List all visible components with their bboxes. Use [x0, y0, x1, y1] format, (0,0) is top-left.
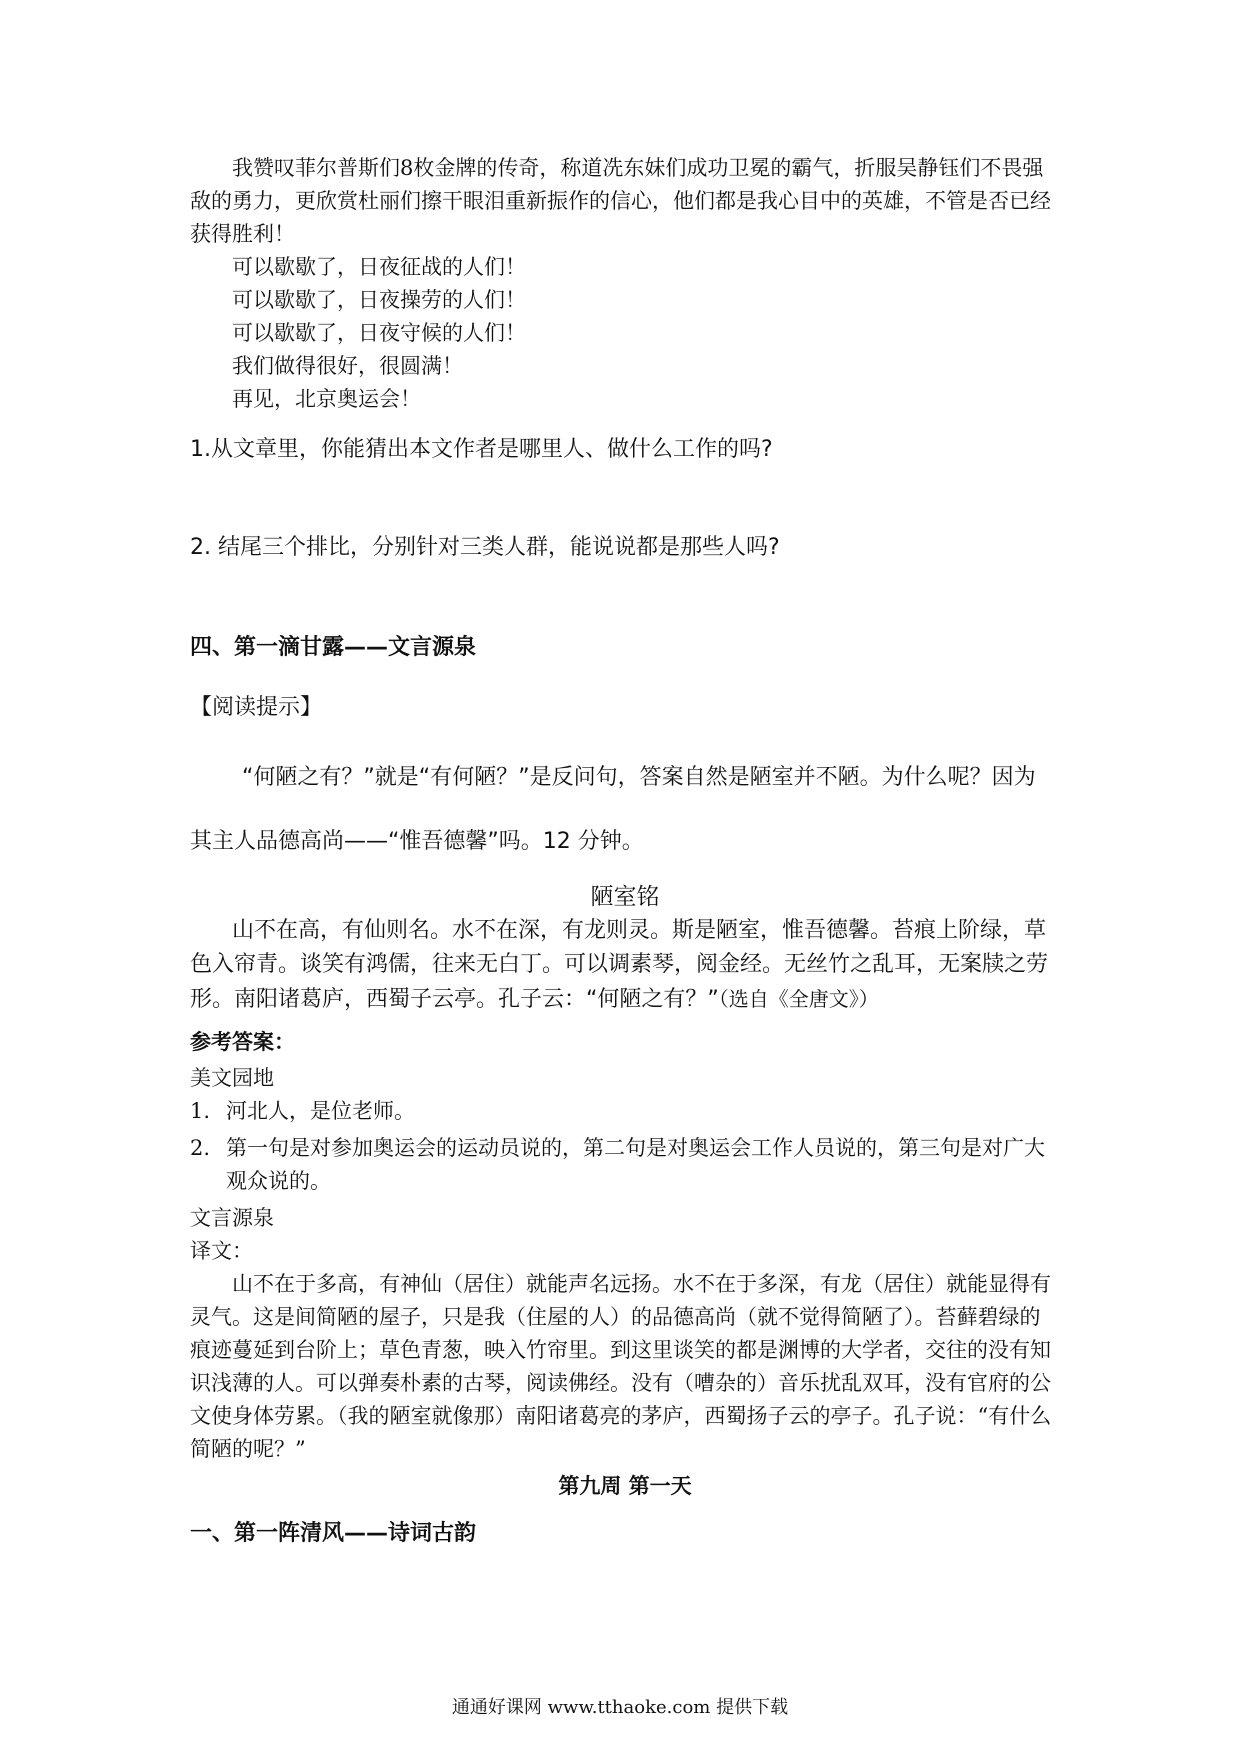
- essay-line: 再见，北京奥运会！: [232, 387, 421, 411]
- reading-tip-label: 【阅读提示】: [190, 695, 323, 720]
- reading-tip-line: “何陋之有？”就是“有何陋？”是反问句，答案自然是陋室并不陋。为什么呢？因为: [242, 765, 1036, 790]
- essay-line: 我们做得很好，很圆满！: [232, 354, 463, 378]
- poem-title: 陋室铭: [590, 884, 660, 910]
- week-title: 第九周 第一天: [558, 1474, 692, 1498]
- answers-meiwen-label: 美文园地: [190, 1066, 274, 1090]
- answers-wenyan-label: 文言源泉: [190, 1206, 274, 1230]
- question-1: 1.从文章里，你能猜出本文作者是哪里人、做什么工作的吗?: [190, 437, 773, 462]
- section-heading-poetry: 一、第一阵清风——诗词古韵: [190, 1521, 477, 1546]
- page-footer: 通通好课网 www.tthaoke.com 提供下载: [451, 1697, 789, 1718]
- answer-number: 2.: [190, 1136, 211, 1160]
- essay-line: 可以歇歇了，日夜征战的人们！: [232, 255, 526, 279]
- essay-ending: [190, 152, 1060, 416]
- essay-line: 可以歇歇了，日夜守候的人们！: [232, 321, 526, 345]
- translation-text: 山不在于多高，有神仙（居住）就能声名远扬。水不在于多深，有龙（居住）就能显得有灵气。这是间简陋的屋子，只是我（住屋的人）的品德高尚（就不觉得简陋了）。苔藓碧绿的痕迹蔓延到台阶上；草色青葱，映入竹帘里。到这里谈笑的都是渊博的大学者，交往的没有知识浅薄的人。可以弹奏朴素的古琴，阅读佛经。没有（嘈杂的）音乐扰乱双耳，没有官府的公文使身体劳累。（我的陋室就像那）南阳诸葛亮的茅庐，西蜀扬子云的亭子。孔子说：“有什么简陋的呢？”: [190, 1272, 1052, 1461]
- answer-text: 第一句是对参加奥运会的运动员说的，第二句是对奥运会工作人员说的，第三句是对广大观众说的。: [226, 1136, 1045, 1193]
- section-heading: 四、第一滴甘露——文言源泉: [190, 635, 477, 660]
- answers-label: 参考答案：: [190, 1030, 295, 1054]
- question-2: 2. 结尾三个排比，分别针对三类人群，能说说都是那些人吗?: [190, 535, 780, 560]
- essay-line: 可以歇歇了，日夜操劳的人们！: [232, 288, 526, 312]
- answers-block: [190, 1062, 1060, 1466]
- poem-text: [190, 914, 1060, 1017]
- reading-tip-line: 其主人品德高尚——“惟吾德馨”吗。12 分钟。: [190, 829, 644, 854]
- translation-label: 译文：: [190, 1239, 253, 1263]
- answer-item: [190, 1132, 1060, 1198]
- answer-list: [190, 1095, 1060, 1198]
- poem-source: （选自《全唐文》）: [718, 987, 879, 1011]
- answer-item: [190, 1095, 1060, 1128]
- essay-paragraph: 我赞叹菲尔普斯们8枚金牌的传奇，称道冼东妹们成功卫冕的霸气，折服吴静钰们不畏强敌的勇力，更欣赏杜丽们擦干眼泪重新振作的信心，他们都是我心目中的英雄，不管是否已经获得胜利！: [190, 156, 1051, 246]
- answer-number: 1.: [190, 1099, 211, 1123]
- poem-body: 山不在高，有仙则名。水不在深，有龙则灵。斯是陋室，惟吾德馨。苔痕上阶绿，草色入帘青。谈笑有鸿儒，往来无白丁。可以调素琴，阅金经。无丝竹之乱耳，无案牍之劳形。南阳诸葛庐，西蜀子云亭。孔子云：“何陋之有？”: [190, 918, 1049, 1012]
- answer-text: 河北人，是位老师。: [226, 1099, 415, 1123]
